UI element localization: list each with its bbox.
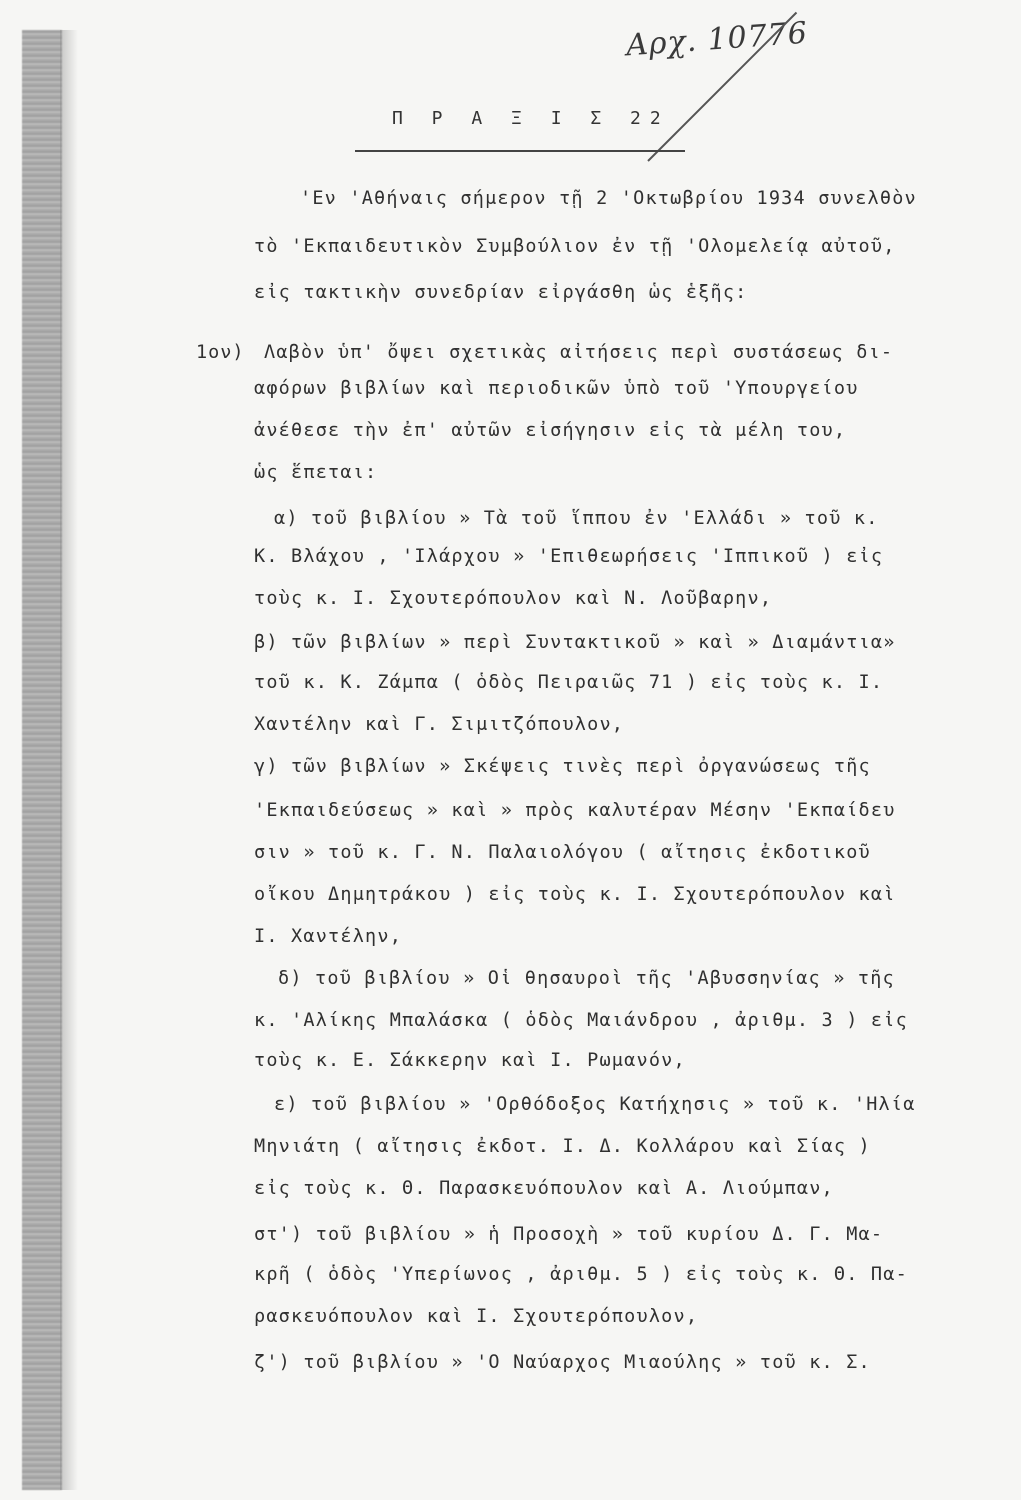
text-line: 'Εκπαιδεύσεως » καὶ » πρὸς καλυτέραν Μέσην 'Εκπαίδευ: [254, 800, 896, 821]
text-line: τοὺς κ. Ε. Σάκκερην καὶ Ι. Ρωμανόν,: [254, 1050, 686, 1071]
text-line: εἰς τοὺς κ. Θ. Παρασκευόπουλον καὶ Α. Λιούμπαν,: [254, 1178, 834, 1199]
text-line: ἀνέθεσε τὴν ἐπ' αὐτῶν εἰσήγησιν εἰς τὰ μέλη του,: [254, 420, 847, 441]
text-line: τὸ 'Εκπαιδευτικὸν Συμβούλιον ἐν τῇ 'Ολομελείᾳ αὐτοῦ,: [254, 236, 896, 257]
archive-number: Αρχ. 10776: [625, 15, 809, 64]
text-line: Μηνιάτη ( αἴτησις ἐκδοτ. Ι. Δ. Κολλάρου καὶ Σίας ): [254, 1136, 871, 1157]
text-line: τοὺς κ. Ι. Σχουτερόπουλον καὶ Ν. Λοῦβαρην,: [254, 588, 773, 609]
text-line: 'Εν 'Αθήναις σήμερον τῇ 2 'Οκτωβρίου 1934 συνελθὸν: [300, 188, 917, 209]
text-line: Ι. Χαντέλην,: [254, 926, 403, 947]
title-underline: [355, 150, 685, 152]
text-line: α) τοῦ βιβλίου » Τὰ τοῦ ἵππου ἐν 'Ελλάδι » τοῦ κ.: [274, 508, 879, 529]
text-line: β) τῶν βιβλίων » περὶ Συντακτικοῦ » καὶ » Διαμάντια»: [254, 632, 896, 653]
text-line: στ') τοῦ βιβλίου » ἡ Προσοχὴ » τοῦ κυρίου Δ. Γ. Μα-: [254, 1224, 884, 1245]
section-number: 1ον): [196, 342, 245, 363]
text-line: εἰς τακτικὴν συνεδρίαν εἰργάσθη ὡς ἑξῆς:: [254, 282, 748, 303]
text-line: δ) τοῦ βιβλίου » Οἱ θησαυροὶ τῆς 'Αβυσσηνίας » τῆς: [278, 968, 895, 989]
text-line: γ) τῶν βιβλίων » Σκέψεις τινὲς περὶ ὀργανώσεως τῆς: [254, 756, 871, 777]
text-line: τοῦ κ. Κ. Ζάμπα ( ὁδὸς Πειραιῶς 71 ) εἰς τοὺς κ. Ι.: [254, 672, 884, 693]
text-line: ὡς ἕπεται:: [254, 462, 378, 483]
binding-edge: [22, 30, 62, 1490]
text-line: ε) τοῦ βιβλίου » 'Ορθόδοξος Κατήχησις » τοῦ κ. 'Ηλία: [274, 1094, 916, 1115]
text-line: οἴκου Δημητράκου ) εἰς τοὺς κ. Ι. Σχουτερόπουλον καὶ: [254, 884, 896, 905]
text-line: Κ. Βλάχου , 'Ιλάρχου » 'Επιθεωρήσεις 'Ιππικοῦ ) εἰς: [254, 546, 884, 567]
text-line: ζ') τοῦ βιβλίου » 'Ο Ναύαρχος Μιαούλης » τοῦ κ. Σ.: [254, 1352, 871, 1373]
text-line: Λαβὸν ὑπ' ὄψει σχετικὰς αἰτήσεις περὶ συστάσεως δι-: [264, 342, 894, 363]
binding-shadow: [60, 30, 78, 1490]
text-line: αφόρων βιβλίων καὶ περιοδικῶν ὑπὸ τοῦ 'Υπουργείου: [254, 378, 859, 399]
text-line: ρασκευόπουλον καὶ Ι. Σχουτερόπουλον,: [254, 1306, 699, 1327]
text-line: κ. 'Αλίκης Μπαλάσκα ( ὁδὸς Μαιάνδρου , ἀριθμ. 3 ) εἰς: [254, 1010, 908, 1031]
text-line: σιν » τοῦ κ. Γ. Ν. Παλαιολόγου ( αἴτησις ἐκδοτικοῦ: [254, 842, 871, 863]
text-line: κρῆ ( ὁδὸς 'Υπερίωνος , ἀριθμ. 5 ) εἰς τοὺς κ. Θ. Πα-: [254, 1264, 908, 1285]
document-title: Π Ρ Α Ξ Ι Σ 22: [392, 108, 670, 129]
text-line: Χαντέλην καὶ Γ. Σιμιτζόπουλον,: [254, 714, 625, 735]
